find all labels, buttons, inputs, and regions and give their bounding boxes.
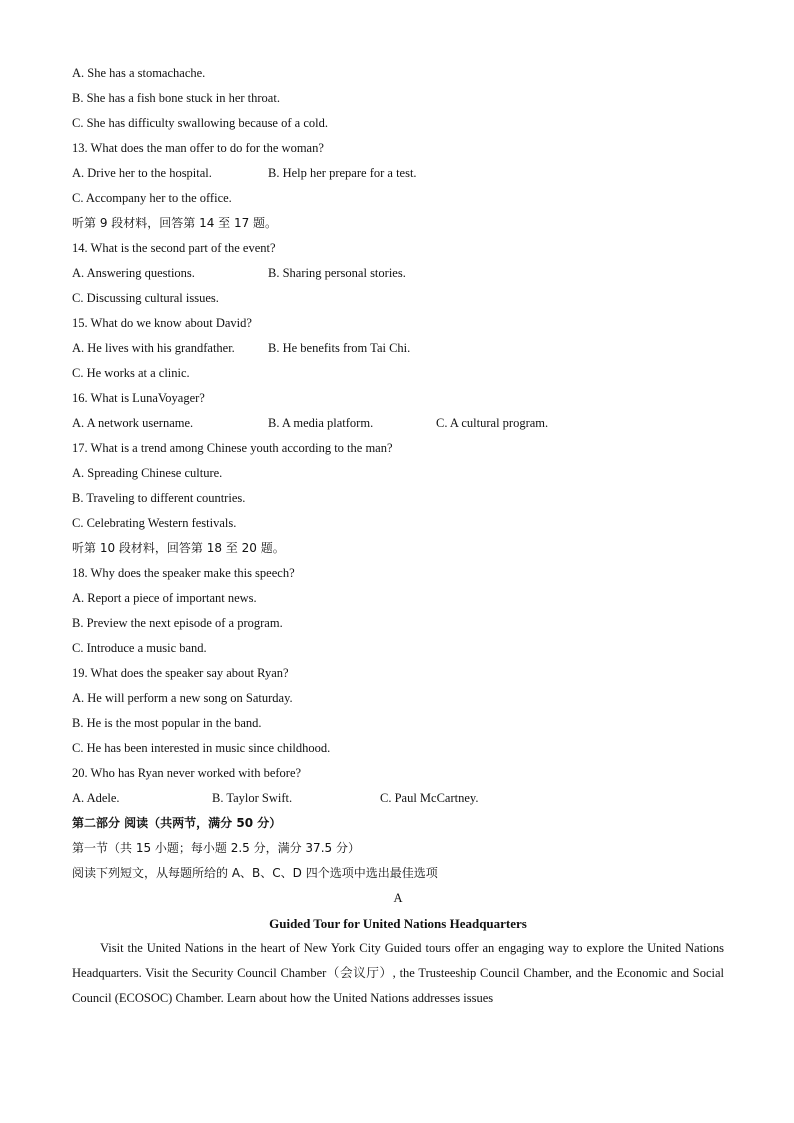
q20-options-row (72, 786, 724, 811)
q14-option-a: A. Answering questions. (72, 266, 195, 280)
q14-options-row (72, 261, 724, 286)
q15-options-row (72, 336, 724, 361)
q13-options-row (72, 161, 724, 186)
passage-text: Visit the United Nations in the heart of New York City Guided tours offer an engaging way to explore the United Nations Headquarters. Visit the Security Council Chamber（会议厅）, the Trusteeship Council Chamber, and the Economic and Social Council (ECOSOC) Chamber. Learn about how the United Nations addresses issues (72, 941, 724, 1005)
q17-option-c: C. Celebrating Western festivals. (72, 516, 237, 530)
part2-instruction: 阅读下列短文，从每题所给的 A、B、C、D 四个选项中选出最佳选项 (72, 866, 438, 880)
q20-option-c: C. Paul McCartney. (380, 791, 479, 805)
q18-option-c: C. Introduce a music band. (72, 641, 207, 655)
q19-question: 19. What does the speaker say about Ryan? (72, 666, 289, 680)
q12-option-c: C. She has difficulty swallowing because of a cold. (72, 116, 328, 130)
q13-option-c: C. Accompany her to the office. (72, 191, 232, 205)
q15-option-a: A. He lives with his grandfather. (72, 341, 235, 355)
q17-option-b: B. Traveling to different countries. (72, 491, 246, 505)
q14-option-c: C. Discussing cultural issues. (72, 291, 219, 305)
q12-option-a: A. She has a stomachache. (72, 66, 206, 80)
q19-option-b: B. He is the most popular in the band. (72, 716, 262, 730)
q13-option-b: B. Help her prepare for a test. (268, 166, 417, 180)
q19-option-a: A. He will perform a new song on Saturday. (72, 691, 293, 705)
q17-question: 17. What is a trend among Chinese youth according to the man? (72, 441, 393, 455)
passage-title: Guided Tour for United Nations Headquarters (269, 916, 527, 931)
q16-option-a: A. A network username. (72, 416, 194, 430)
q18-option-a: A. Report a piece of important news. (72, 591, 257, 605)
q16-option-b: B. A media platform. (268, 416, 374, 430)
q20-option-b: B. Taylor Swift. (212, 791, 293, 805)
q18-option-b: B. Preview the next episode of a program. (72, 616, 283, 630)
q15-question: 15. What do we know about David? (72, 316, 252, 330)
passage-letter: A (393, 891, 403, 905)
q13-question: 13. What does the man offer to do for the woman? (72, 141, 324, 155)
part2-header: 第二部分 阅读（共两节，满分 50 分） (72, 816, 282, 830)
q14-option-b: B. Sharing personal stories. (268, 266, 406, 280)
q18-question: 18. Why does the speaker make this speech? (72, 566, 295, 580)
q15-option-c: C. He works at a clinic. (72, 366, 190, 380)
q12-option-b: B. She has a fish bone stuck in her throat. (72, 91, 280, 105)
q17-option-a: A. Spreading Chinese culture. (72, 466, 223, 480)
q20-question: 20. Who has Ryan never worked with before? (72, 766, 302, 780)
part2-section1: 第一节（共 15 小题；每小题 2.5 分，满分 37.5 分） (72, 841, 360, 855)
q15-option-b: B. He benefits from Tai Chi. (268, 341, 411, 355)
q19-option-c: C. He has been interested in music since childhood. (72, 741, 331, 755)
q16-question: 16. What is LunaVoyager? (72, 391, 205, 405)
section9-header: 听第 9 段材料，回答第 14 至 17 题。 (72, 216, 278, 230)
q16-option-c: C. A cultural program. (436, 416, 549, 430)
section10-header: 听第 10 段材料，回答第 18 至 20 题。 (72, 541, 285, 555)
q13-option-a: A. Drive her to the hospital. (72, 166, 212, 180)
q20-option-a: A. Adele. (72, 791, 120, 805)
q16-options-row (72, 411, 724, 436)
exam-page (72, 61, 724, 1011)
q14-question: 14. What is the second part of the event? (72, 241, 276, 255)
